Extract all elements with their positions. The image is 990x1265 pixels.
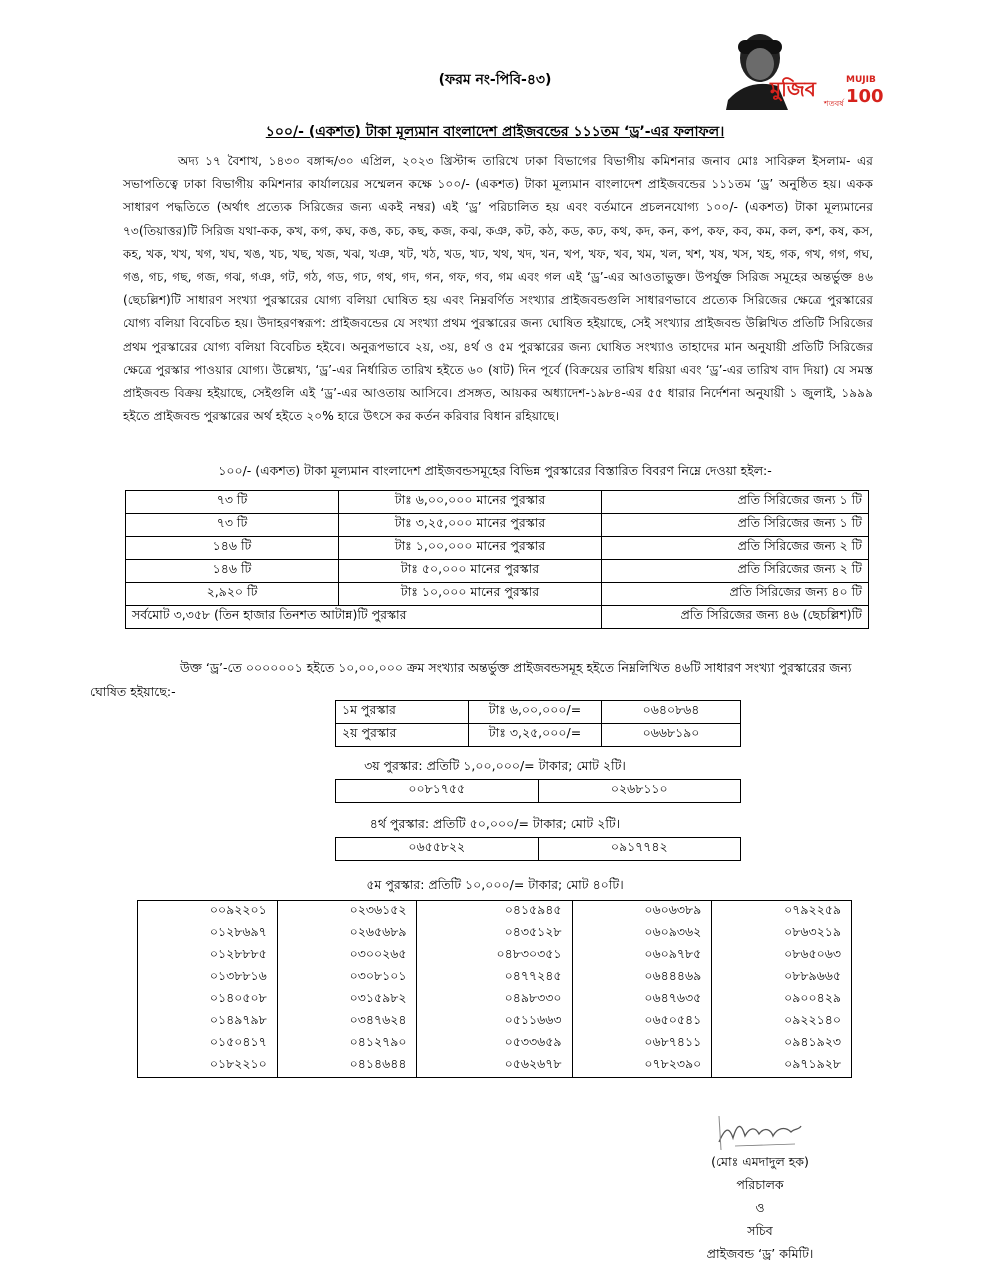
table-row: ৭৩ টি টাঃ ৩,২৫,০০০ মানের পুরস্কার প্রতি সিরিজের জন্য ১ টি [126, 514, 869, 537]
table-row: ৭৩ টি টাঃ ৬,০০,০০০ মানের পুরস্কার প্রতি সিরিজের জন্য ১ টি [126, 491, 869, 514]
table-row: ২য় পুরস্কার টাঃ ৩,২৫,০০০/= ০৬৬৮১৯০ [336, 724, 741, 747]
document-title: ১০০/- (একশত) টাকা মূল্যমান বাংলাদেশ প্রাইজবন্ডের ১১১তম ‘ড্র’-এর ফলাফল। [265, 124, 725, 140]
table-row: ১৪৬ টি টাঃ ৫০,০০০ মানের পুরস্কার প্রতি সিরিজের জন্য ২ টি [126, 560, 869, 583]
intro-paragraph: অদ্য ১৭ বৈশাখ, ১৪৩০ বঙ্গাব্দ/৩০ এপ্রিল, ২০২৩ খ্রিস্টাব্দ তারিখে ঢাকা বিভাগের বিভাগীয় কমিশনার জনাব মোঃ সাবিরুল ইসলাম- এর সভাপতিত্বে ঢাকা বিভাগীয় কমিশনার কার্যালয়ের সম্মেলন কক্ষে ১০০/- (একশত) টাকা মূল্যমান বাংলাদেশ প্রাইজবন্ডের ১১১তম ‘ড্র’ অনুষ্ঠিত হয়। একক সাধারণ পদ্ধতিতে (অর্থাৎ প্রত্যেক সিরিজের জন্য একই নম্বর) এই ‘ড্র’ পরিচালিত হয় এবং বর্তমানে প্রচলনযোগ্য ১০০/- (একশত) টাকা মূল্যমানের ৭৩(তিয়াত্তর)টি সিরিজ যথা-কক, কখ, কগ, কঘ, কঙ, কচ, কছ, কজ, কঝ, কঞ, কট, কঠ, কড, কঢ, কথ, কদ, কন, কপ, কফ, কব, কম, কল, কশ, কষ, কস, কহ, খক, খখ, খগ, খঘ, খঙ, খচ, খছ, খজ, খঝ, খঞ, খট, খঠ, খড, খঢ, খথ, খদ, খন, খপ, খফ, খব, খম, খল, খশ, খষ, খস, খহ, গক, গখ, গগ, গঘ, গঙ, গচ, গছ, গজ, গঝ, গঞ, গট, গঠ, গড, গঢ, গথ, গদ, গন, গফ, গব, গম এবং গল এই ‘ড্র’-এর আওতাভুক্ত। উপর্যুক্ত সিরিজ সমূহের অন্তর্ভুক্ত ৪৬ (ছেচল্লিশ)টি সাধারণ সংখ্যা পুরস্কারের যোগ্য বলিয়া ঘোষিত হয় এবং নিম্নবর্ণিত সংখ্যার প্রাইজবন্ডগুলি সাধারণভাবে প্রত্যেক সিরিজের ক্ষেত্রে পুরস্কারের যোগ্য বলিয়া বিবেচিত হয়। উদাহরণস্বরূপ: প্রাইজবন্ডের যে সংখ্যা প্রথম পুরস্কারের জন্য ঘোষিত হইয়াছে, সেই সংখ্যার প্রাইজবন্ড উল্লিখিত প্রতিটি সিরিজের প্রথম পুরস্কারের যোগ্য বলিয়া বিবেচিত হইবে। অনুরূপভাবে ২য়, ৩য়, ৪র্থ ও ৫ম পুরস্কারের জন্য ঘোষিত সংখ্যাও তাহাদের মান অনুযায়ী প্রতিটি সিরিজের ক্ষেত্রে পুরস্কার পাওয়ার যোগ্য। উল্লেখ্য, ‘ড্র’-এর নির্ধারিত তারিখ হইতে ৬০ (ষাট) দিন পূর্বে (বিক্রয়ের তারিখ ধরিয়া এবং ‘ড্র’-এর তারিখ বাদ দিয়া) যে সমস্ত প্রাইজবন্ড বিক্রয় হইয়াছে, সেইগুলি এই ‘ড্র’-এর আওতায় আসিবে। প্রসঙ্গত, আয়কর অধ্যাদেশ-১৯৮৪-এর ৫৫ ধারার নির্দেশনা অনুযায়ী ১ জুলাই, ১৯৯৯ হইতে প্রাইজবন্ড পুরস্কারের অর্থ হইতে ২০% হারে উৎসে কর কর্তন করিবার বিধান রহিয়াছে। [123, 154, 873, 424]
table-row: ০০৮১৭৫৫ ০২৬৮১১০ [336, 780, 741, 803]
signatory-name: (মোঃ এমদাদুল হক) [711, 1154, 809, 1169]
table-row: ০১৮২২১০ ০৪১৪৬৪৪ ০৫৬২৬৭৮ ০৭৮২৩৯০ ০৯৭১৯২৮ [138, 1055, 852, 1078]
signatory-designation-2: সচিব [747, 1223, 773, 1238]
logo-text-sub: শতবর্ষ [824, 99, 844, 108]
winning-intro: উক্ত ‘ড্র’-তে ০০০০০০১ হইতে ১০,০০,০০০ ক্রম সংখ্যার অন্তর্ভুক্ত প্রাইজবন্ডসমূহ হইতে নিম্নলিখিত ৪৬টি সাধারণ সংখ্যা পুরস্কারের জন্য ঘোষিত হইয়াছে:- [90, 660, 852, 699]
signatory-designation-1: পরিচালক [736, 1177, 784, 1192]
logo-text-num: 100 [846, 86, 884, 107]
table-row: ০১৩৮৮১৬ ০৩০৮১০১ ০৪৭৭২৪৫ ০৬৪৪৪৬৯ ০৮৮৯৬৬৫ [138, 967, 852, 989]
table-row: ০০৯২২০১ ০২৩৬১৫২ ০৪১৫৯৪৫ ০৬০৬৩৮৯ ০৭৯২২৫৯ [138, 901, 852, 924]
form-number: (ফরম নং-পিবি-৪৩) [438, 72, 552, 88]
signatory-conjunction: ও [755, 1200, 765, 1215]
handwritten-signature [715, 1108, 805, 1154]
fourth-prize-caption: ৪র্থ পুরস্কার: প্রতিটি ৫০,০০০/= টাকার; মোট ২টি। [369, 816, 621, 831]
table-row: ১ম পুরস্কার টাঃ ৬,০০,০০০/= ০৬৪০৮৬৪ [336, 701, 741, 724]
mujib-100-logo [708, 30, 884, 110]
table-row: ০১৫০৪১৭ ০৪১২৭৯০ ০৫৩৩৬৫৯ ০৬৮৭৪১১ ০৯৪১৯২৩ [138, 1033, 852, 1055]
logo-text-main: মুজিব [770, 77, 816, 101]
table-total-row: সর্বমোট ৩,৩৫৮ (তিন হাজার তিনশত আটান্ন)টি পুরস্কার প্রতি সিরিজের জন্য ৪৬ (ছেচল্লিশ)টি [126, 606, 869, 629]
fifth-prize-table [137, 900, 852, 1078]
table-row: ১৪৬ টি টাঃ ১,০০,০০০ মানের পুরস্কার প্রতি সিরিজের জন্য ২ টি [126, 537, 869, 560]
table-row: ০১২৮৬৯৭ ০২৬৫৬৮৯ ০৪৩৫১২৮ ০৬০৯৩৬২ ০৮৬৩২১৯ [138, 923, 852, 945]
table-row: ০১৪০৫০৮ ০৩১৫৯৮২ ০৪৯৮৩৩০ ০৬৪৭৬৩৫ ০৯০০৪২৯ [138, 989, 852, 1011]
table-row: ০৬৫৫৮২২ ০৯১৭৭৪২ [336, 838, 741, 861]
table-row: ২,৯২০ টি টাঃ ১০,০০০ মানের পুরস্কার প্রতি সিরিজের জন্য ৪০ টি [126, 583, 869, 606]
logo-text-en: MUJIB [846, 75, 876, 85]
first-second-prize-table [335, 700, 741, 747]
fourth-prize-table [335, 837, 741, 861]
third-prize-caption: ৩য় পুরস্কার: প্রতিটি ১,০০,০০০/= টাকার; মোট ২টি। [364, 758, 626, 773]
table-row: ০১৪৯৭৯৮ ০৩৪৭৬২৪ ০৫১১৬৬৩ ০৬৫০৫৪১ ০৯২২১৪০ [138, 1011, 852, 1033]
third-prize-table [335, 779, 741, 803]
prize-summary-table [125, 490, 869, 629]
fifth-prize-caption: ৫ম পুরস্কার: প্রতিটি ১০,০০০/= টাকার; মোট ৪০টি। [366, 877, 624, 892]
committee-name: প্রাইজবন্ড ‘ড্র’ কমিটি। [706, 1246, 814, 1261]
summary-caption: ১০০/- (একশত) টাকা মূল্যমান বাংলাদেশ প্রাইজবন্ডসমূহের বিভিন্ন পুরস্কারের বিস্তারিত বিবরণ নিম্নে দেওয়া হইল:- [218, 463, 772, 478]
signature-block [690, 1150, 830, 1265]
table-row: ০১২৮৮৮৫ ০৩০০২৬৫ ০৪৮৩০৩৫১ ০৬০৯৭৮৫ ০৮৬৫০৬৩ [138, 945, 852, 967]
